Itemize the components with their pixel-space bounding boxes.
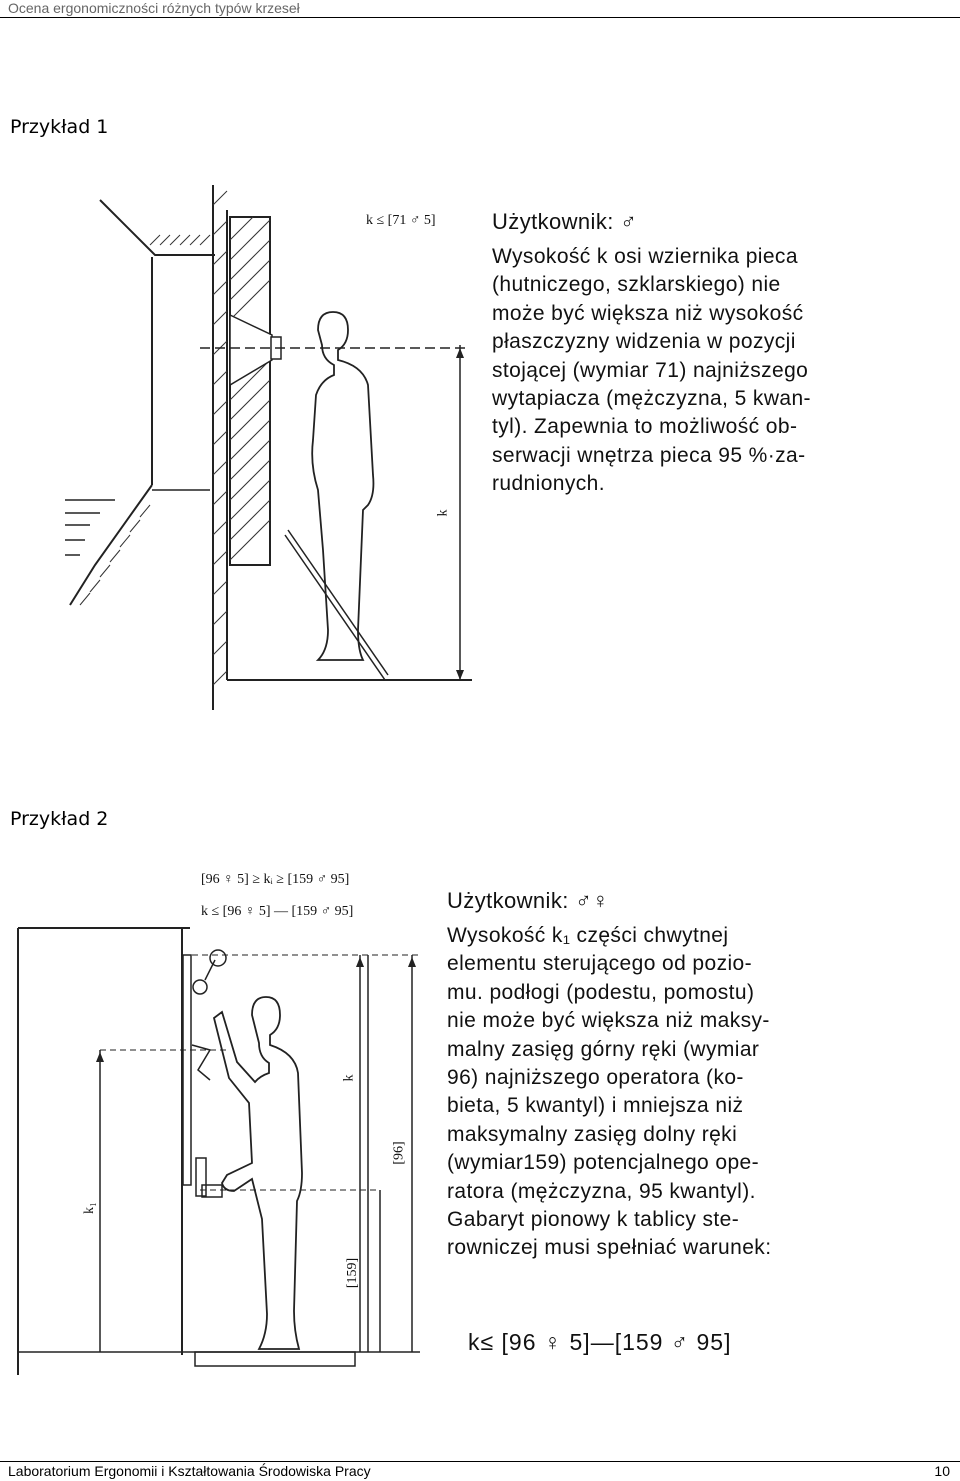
dimension-label-159: [159] xyxy=(345,1257,361,1289)
example-2-body: Wysokość k₁ części chwytnej elementu sterującego od pozio- mu. podłogi (podestu, pomostu) nie może być większa niż maksy- malny zasięg górny ręki (wymiar 96) najniższego operatora (ko- bieta, 5 kwantyl) i mniejsza niż maksymalny zasięg dolny ręki (wymiar159) potencjalnego ope- ratora (mężczyzna, 95 kwantyl). Gabaryt pionowy k tablicy ste- rowniczej musi spełniać warunek: xyxy=(447,924,772,1260)
running-header: Ocena ergonomiczności różnych typów krzeseł xyxy=(8,0,300,16)
dimension-label-k1: k₁ xyxy=(81,1202,97,1214)
example-2-final-formula: k≤ [96 ♀ 5]—[159 ♂ 95] xyxy=(468,1329,732,1355)
example-2-user: Użytkownik: ♂♀ xyxy=(447,888,610,913)
example-2-heading: Przykład 2 xyxy=(10,808,109,830)
page-number: 10 xyxy=(934,1463,950,1479)
example-1-user: Użytkownik: ♂ xyxy=(492,209,638,234)
header-rule xyxy=(0,17,960,18)
dimension-label-k: k xyxy=(341,1074,357,1082)
footer-rule xyxy=(0,1461,960,1462)
example-1-body: Wysokość k osi wziernika pieca (hutniczego, szklarskiego) nie może być większa niż wysokość płaszczyzny widzenia w pozycji stojącej (wymiar 71) najniższego wytapiacza (mężczyzna, 5 kwan- tyl). Zapewnia to możliwość ob- serwacji wnętrza pieca 95 %·za- rudnionych. xyxy=(492,245,811,496)
dimension-label-96: [96] xyxy=(391,1141,407,1165)
example-1-formula: k ≤ [71 ♂ 5] xyxy=(366,213,436,228)
footer-text: Laboratorium Ergonomii i Kształtowania Środowiska Pracy xyxy=(8,1463,371,1479)
example-2-formula-1: [96 ♀ 5] ≥ kᵢ ≥ [159 ♂ 95] xyxy=(201,872,350,887)
example-2-formula-2: k ≤ [96 ♀ 5] — [159 ♂ 95] xyxy=(201,904,354,919)
example-1-heading: Przykład 1 xyxy=(10,116,109,138)
dimension-label-k: k xyxy=(435,509,451,517)
